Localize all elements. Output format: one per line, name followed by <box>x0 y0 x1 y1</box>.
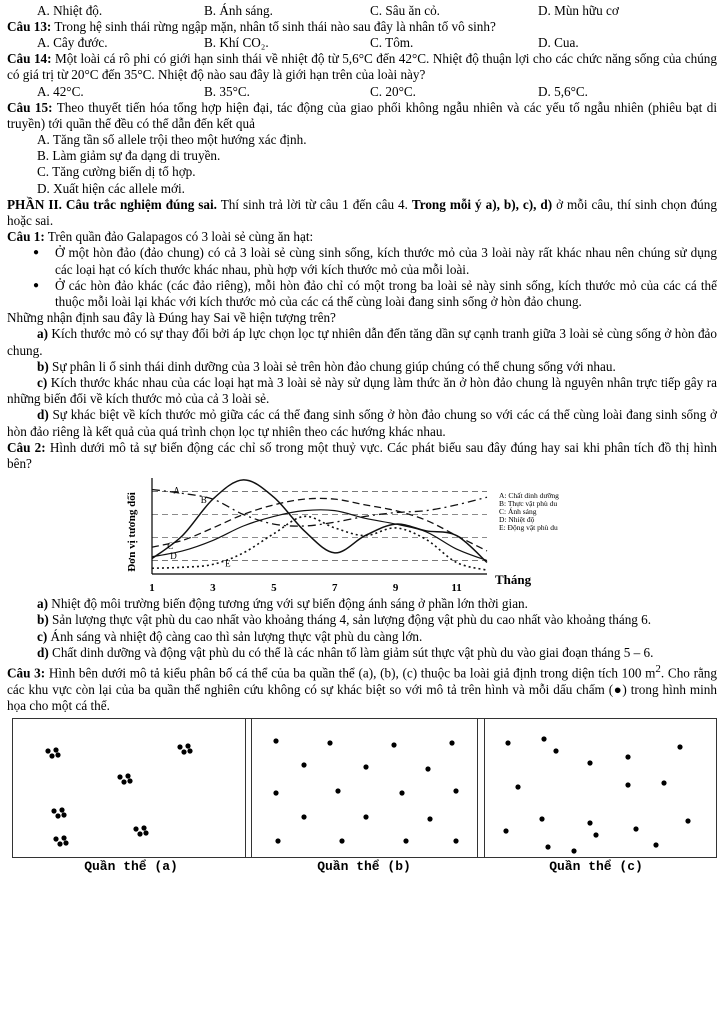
unit-superscript: 2 <box>655 663 661 676</box>
individual-dot <box>453 838 458 843</box>
population-b-caption: Quần thể (b) <box>317 859 411 875</box>
statement-d[interactable] <box>7 407 717 439</box>
individual-dot <box>399 790 404 795</box>
bullet-item: ● Ở một hòn đảo (đảo chung) có cả 3 loài sẻ cùng sinh sống, kích thước mỏ của 3 loài này rất khác nhau nên chúng sử dụng các loại hạt có kích thước khác nhau, phù hợp với kích thước mỏ của mỗi loài. <box>55 245 717 277</box>
statement-text: Sản lượng thực vật phù du cao nhất vào khoảng tháng 4, sản lượng động vật phù du cao nhất vào khoảng tháng 6. <box>48 612 652 628</box>
series-line-e <box>152 517 487 571</box>
legend-item-c: C: Ánh sáng <box>499 507 537 517</box>
statement-key: a) <box>37 596 48 612</box>
tf-question-1 <box>7 229 717 245</box>
series-label-c: C <box>167 541 174 552</box>
x-tick-label: 3 <box>210 582 216 595</box>
option-d[interactable]: D. Mùn hữu cơ <box>538 3 619 18</box>
x-tick-label: 11 <box>451 582 462 595</box>
statement-text: Kích thước khác nhau của các loại hạt mà 3 loài sẻ này sử dụng làm thức ăn ở hòn đảo chung là nguyên nhân trực tiếp gây ra những biến đổi về kích thước mỏ của cả 3 loài sẻ. <box>7 375 717 407</box>
part-intro-bold: Trong mỗi ý a), b), c), d) <box>411 196 553 212</box>
individual-dot <box>661 780 666 785</box>
individual-dot <box>685 818 690 823</box>
option-c[interactable]: C. 20°C. <box>370 83 416 99</box>
individual-dot <box>335 788 340 793</box>
individual-dot <box>181 749 186 754</box>
option-a[interactable]: A. Cây đước. <box>37 35 108 51</box>
distribution-figures <box>7 718 717 883</box>
statement-key: a) <box>37 326 48 342</box>
tf-question-3 <box>7 661 717 714</box>
option-a[interactable]: A. 42°C. <box>37 83 84 99</box>
question-label: Câu 13: <box>7 19 52 34</box>
legend-item-d: D: Nhiệt độ <box>499 515 535 525</box>
question-label: Câu 2: <box>7 439 46 455</box>
option-b[interactable]: B. Khí CO₂. <box>204 35 269 51</box>
population-c-panel <box>477 718 717 858</box>
x-tick-label: 5 <box>271 582 277 595</box>
individual-dot <box>53 836 58 841</box>
individual-dot <box>59 807 64 812</box>
question-text: Trong hệ sinh thái rừng ngập mặn, nhân tố sinh thái nào sau đây là nhân tố vô sinh? <box>51 19 496 34</box>
option-a[interactable]: A. Tăng tần số allele trội theo một hướng xác định. <box>37 132 307 148</box>
statement-a[interactable] <box>7 596 717 612</box>
individual-dot <box>625 754 630 759</box>
individual-dot <box>55 752 60 757</box>
question-text-cont: . Cho rằng các khu vực còn lại của ba quần thể nghiên cứu không có sự khác biệt so với mô tả trên hình và mỗi dấu chấm (●) trong hình minh họa cho một cá thể. <box>7 665 717 713</box>
individual-dot <box>625 782 630 787</box>
statement-d[interactable] <box>7 645 717 661</box>
part-intro: Thí sinh trả lời từ câu 1 đến câu 4. <box>216 196 412 212</box>
individual-dot <box>301 762 306 767</box>
statement-key: b) <box>37 358 49 374</box>
question-label: Câu 1: <box>7 229 45 245</box>
individual-dot <box>503 828 508 833</box>
question-13 <box>7 19 717 35</box>
tf-question-2 <box>7 440 717 472</box>
population-b-panel <box>245 718 485 858</box>
option-d[interactable]: D. 5,6°C. <box>538 83 588 99</box>
individual-dot <box>121 779 126 784</box>
statement-text: Chất dinh dưỡng và động vật phù du có thể là các nhân tố làm giảm sút thực vật phù du vào giai đoạn tháng 5 – 6. <box>48 644 654 660</box>
individual-dot <box>677 744 682 749</box>
question-prompt: Những nhận định sau đây là Đúng hay Sai về hiện tượng trên? <box>7 310 336 326</box>
individual-dot <box>425 766 430 771</box>
x-tick-label: 1 <box>149 582 155 595</box>
question-label: Câu 3: <box>7 665 46 681</box>
statement-text: Nhiệt độ môi trường biến động tương ứng với sự biến động ánh sáng ở phần lớn thời gian. <box>48 596 528 612</box>
individual-dot <box>137 831 142 836</box>
series-label-e: E <box>225 558 231 569</box>
individual-dot <box>61 812 66 817</box>
individual-dot <box>45 748 50 753</box>
part-2-heading <box>7 197 717 229</box>
option-c[interactable]: C. Sâu ăn cỏ. <box>370 3 440 18</box>
individual-dot <box>327 740 332 745</box>
population-b-dots <box>246 719 484 857</box>
individual-dot <box>49 753 54 758</box>
statement-text: Ánh sáng và nhiệt độ càng cao thì sản lượng thực vật phù du càng lớn. <box>47 628 423 644</box>
individual-dot <box>505 740 510 745</box>
individual-dot <box>541 736 546 741</box>
x-axis-title: Tháng <box>495 572 532 588</box>
statement-c[interactable] <box>7 375 717 407</box>
individual-dot <box>133 826 138 831</box>
individual-dot <box>61 835 66 840</box>
legend-item-b: B: Thực vật phù du <box>499 499 558 509</box>
individual-dot <box>515 784 520 789</box>
series-label-d: D <box>170 551 177 562</box>
individual-dot <box>301 814 306 819</box>
exam-page <box>7 3 717 883</box>
series-label-a: A <box>173 485 180 496</box>
q13-options <box>7 35 717 51</box>
chart-svg <box>7 474 497 594</box>
individual-dot <box>177 744 182 749</box>
individual-dot <box>187 748 192 753</box>
series-line-d <box>152 510 487 561</box>
option-a[interactable]: A. Nhiệt độ. <box>37 3 103 18</box>
individual-dot <box>391 742 396 747</box>
individual-dot <box>539 816 544 821</box>
statement-key: c) <box>37 628 48 644</box>
individual-dot <box>55 813 60 818</box>
individual-dot <box>449 740 454 745</box>
statement-key: d) <box>37 644 49 660</box>
statement-key: b) <box>37 612 49 628</box>
statement-a[interactable] <box>7 326 717 358</box>
option-b[interactable]: B. Làm giảm sự đa dạng di truyền. <box>37 148 221 164</box>
individual-dot <box>339 838 344 843</box>
individual-dot <box>553 748 558 753</box>
question-label: Câu 15: <box>7 99 53 115</box>
individual-dot <box>593 832 598 837</box>
individual-dot <box>57 841 62 846</box>
individual-dot <box>143 830 148 835</box>
option-c[interactable]: C. Tôm. <box>370 35 414 51</box>
option-b[interactable]: B. 35°C. <box>204 83 250 99</box>
individual-dot <box>403 838 408 843</box>
option-d[interactable]: D. Xuất hiện các allele mới. <box>37 180 185 196</box>
statement-text: Sự khác biệt về kích thước mỏ giữa các cá thể đang sinh sống ở hòn đảo chung so với các cá thể cùng loài đang sinh sống ở hòn đảo riêng là kết quả của quá trình chọn lọc tự nhiên theo các hướng khác nhau. <box>7 407 717 439</box>
statement-b[interactable] <box>7 359 717 375</box>
individual-dot <box>427 816 432 821</box>
individual-dot <box>117 774 122 779</box>
option-b[interactable]: B. Ánh sáng. <box>204 3 273 18</box>
individual-dot <box>363 814 368 819</box>
statement-text: Kích thước mỏ có sự thay đổi bởi áp lực chọn lọc tự nhiên dẫn đến tăng dần sự cạnh tranh giữa 3 loài sẻ cùng sống ở hòn đảo chung. <box>7 326 717 358</box>
population-c-dots <box>478 719 716 857</box>
line-chart <box>7 474 717 594</box>
individual-dot <box>653 842 658 847</box>
individual-dot <box>273 738 278 743</box>
individual-dot <box>587 760 592 765</box>
individual-dot <box>453 788 458 793</box>
question-text: Một loài cá rô phi có giới hạn sinh thái về nhiệt độ từ 5,6°C đến 42°C. Nhiệt độ thuận lợi cho các chức năng sống của chúng có giá trị từ 20°C đến 35°C. Nhiệt độ nào sau đây là giới hạn trên của loài này? <box>7 51 717 83</box>
question-14 <box>7 51 717 83</box>
individual-dot <box>633 826 638 831</box>
part-intro-end: ở mỗi câu, thí sinh chọn đúng hoặc sai. <box>7 196 717 229</box>
individual-dot <box>363 764 368 769</box>
individual-dot <box>273 790 278 795</box>
individual-dot <box>275 838 280 843</box>
series-label-b: B <box>200 495 207 506</box>
individual-dot <box>53 747 58 752</box>
part-title: PHẦN II. Câu trắc nghiệm đúng sai. <box>7 196 217 212</box>
option-c[interactable]: C. Tăng cường biến dị tổ hợp. <box>37 164 196 180</box>
individual-dot <box>51 808 56 813</box>
population-a-caption: Quần thể (a) <box>84 859 178 875</box>
option-d[interactable]: D. Cua. <box>538 35 579 51</box>
x-tick-label: 7 <box>331 582 338 595</box>
individual-dot <box>587 820 592 825</box>
population-a-dots <box>13 719 251 857</box>
bullet-list <box>7 245 717 310</box>
statement-b[interactable] <box>7 612 717 628</box>
individual-dot <box>141 825 146 830</box>
x-tick-label: 9 <box>392 582 399 595</box>
individual-dot <box>571 848 576 853</box>
legend-item-a: A: Chất dinh dưỡng <box>499 491 559 501</box>
individual-dot <box>185 743 190 748</box>
individual-dot <box>125 773 130 778</box>
statement-c[interactable] <box>7 629 717 645</box>
question-text: Theo thuyết tiến hóa tổng hợp hiện đại, tác động của giao phối không ngẫu nhiên và các yếu tố ngẫu nhiên (phiêu bạt di truyền) tới quần thể đều có thể dẫn đến kết quả <box>7 99 718 131</box>
chart-legend <box>499 492 559 532</box>
population-c-caption: Quần thể (c) <box>549 859 643 875</box>
individual-dot <box>63 840 68 845</box>
statement-text: Sự phân li ổ sinh thái dinh dưỡng của 3 loài sẻ trên hòn đảo chung giúp chúng có thể chung sống với nhau. <box>48 358 616 374</box>
population-a-panel <box>12 718 252 858</box>
series-line-c <box>152 499 487 552</box>
question-label: Câu 14: <box>7 51 52 67</box>
statement-key: c) <box>37 375 48 391</box>
y-axis-title: Đơn vị tương đối <box>126 492 138 573</box>
q14-options <box>7 84 717 100</box>
question-text: Hình dưới mô tả sự biến động các chỉ số trong một thuỷ vực. Các phát biểu sau đây đúng hay sai khi phân tích đồ thị hình bên? <box>7 439 718 472</box>
bullet-item: ● Ở các hòn đảo khác (các đảo riêng), mỗi hòn đảo chỉ có một trong ba loài sẻ này sinh sống, kích thước mỏ của các cá thể thuộc mỗi loài lại khác với kích thước mỏ của các cá thể cùng loài đang sinh sống ở hòn đảo chung. <box>55 278 717 310</box>
q12-options <box>7 3 717 19</box>
individual-dot <box>545 844 550 849</box>
question-text: Trên quần đảo Galapagos có 3 loài sẻ cùng ăn hạt: <box>44 229 314 245</box>
individual-dot <box>127 778 132 783</box>
question-text: Hình bên dưới mô tả kiểu phân bố cá thể của ba quần thể (a), (b), (c) thuộc ba loài giả định trong diện tích 100 m <box>45 665 656 681</box>
question-15 <box>7 100 717 132</box>
statement-key: d) <box>37 407 49 423</box>
legend-item-e: E: Động vật phù du <box>499 523 558 533</box>
